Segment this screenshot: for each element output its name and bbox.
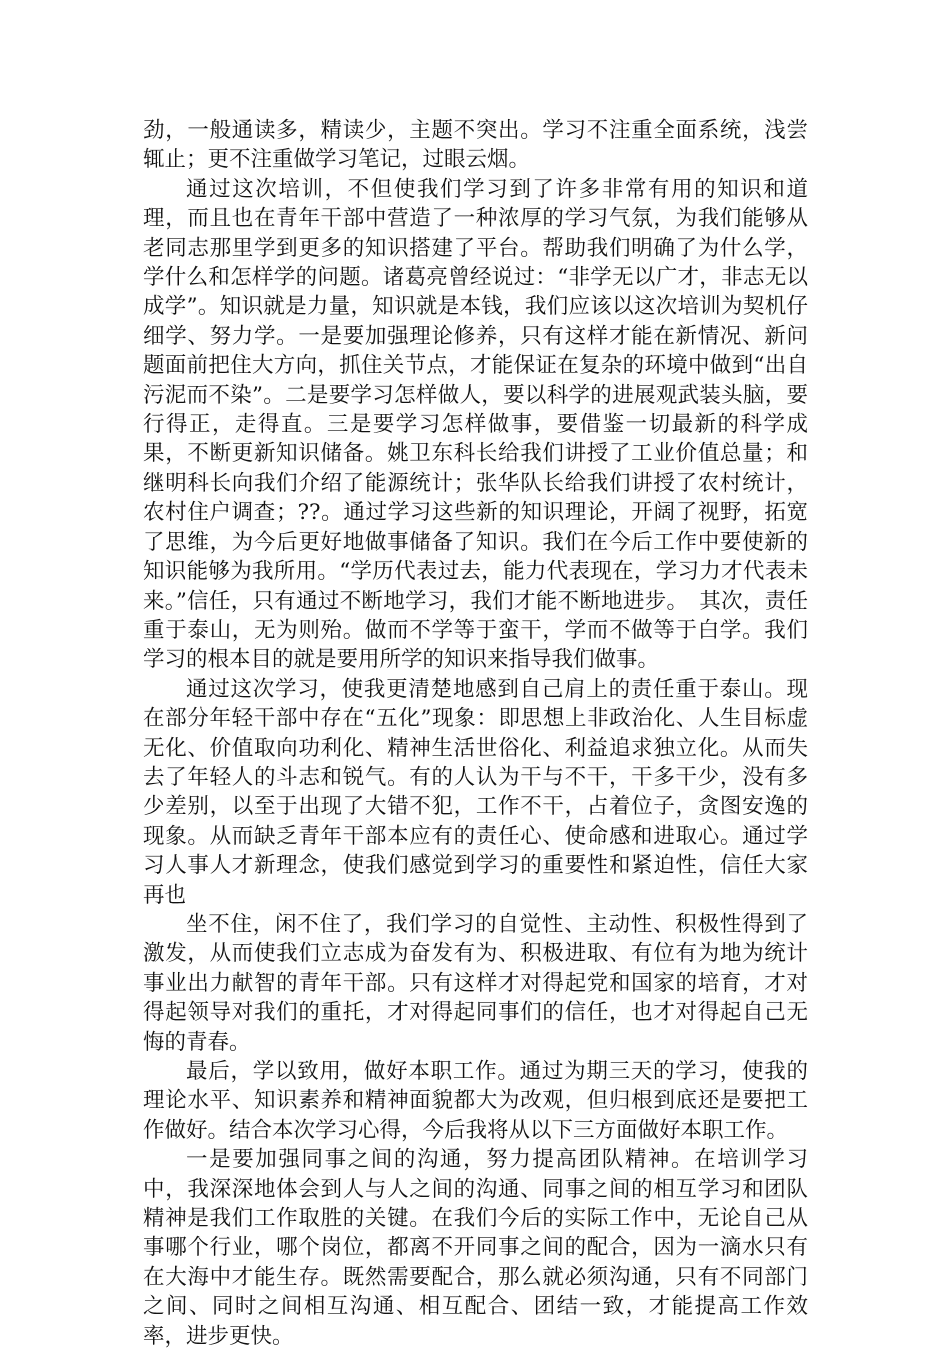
paragraph-1: 劲，一般通读多，精读少，主题不突出。学习不注重全面系统，浅尝辄止；更不注重做学习笔记，过眼云烟。 — [143, 118, 808, 173]
paragraph-3: 通过这次学习，使我更清楚地感到自己肩上的责任重于泰山。现在部分年轻干部中存在“五化”现象：即思想上非政治化、人生目标虚无化、价值取向功利化、精神生活世俗化、利益追求独立化。从而失去了年轻人的斗志和锐气。有的人认为干与不干，干多干少，没有多少差别，以至于出现了大错不犯，工作不干，占着位子，贪图安逸的现象。从而缺乏青年干部本应有的责任心、使命感和进取心。通过学习人事人才新理念，使我们感觉到学习的重要性和紧迫性，信任大家再也 — [143, 676, 808, 908]
paragraph-5: 最后，学以致用，做好本职工作。通过为期三天的学习，使我的理论水平、知识素养和精神面貌都大为改观，但归根到底还是要把工作做好。结合本次学习心得，今后我将从以下三方面做好本职工作。 — [143, 1059, 808, 1143]
paragraph-4: 坐不住，闲不住了，我们学习的自觉性、主动性、积极性得到了激发，从而使我们立志成为奋发有为、积极进取、有位有为地为统计事业出力献智的青年干部。只有这样才对得起党和国家的培育，才对得起领导对我们的重托，才对得起同事们的信任，也才对得起自己无悔的青春。 — [143, 911, 808, 1055]
paragraph-2: 通过这次培训，不但使我们学习到了许多非常有用的知识和道理，而且也在青年干部中营造了一种浓厚的学习气氛，为我们能够从老同志那里学到更多的知识搭建了平台。帮助我们明确了为什么学，学什么和怎样学的问题。诸葛亮曾经说过：“非学无以广才，非志无以成学”。知识就是力量，知识就是本钱，我们应该以这次培训为契机仔细学、努力学。一是要加强理论修养，只有这样才能在新情况、新问题面前把住大方向，抓住关节点，才能保证在复杂的环境中做到“出自污泥而不染”。二是要学习怎样做人，要以科学的进展观武装头脑，要行得正，走得直。三是要学习怎样做事，要借鉴一切最新的科学成果，不断更新知识储备。姚卫东科长给我们讲授了工业价值总量；和继明科长向我们介绍了能源统计；张华队长给我们讲授了农村统计，农村住户调查；??。通过学习这些新的知识理论，开阔了视野，拓宽了思维，为今后更好地做事储备了知识。我们在今后工作中要使新的知识能够为我所用。“学历代表过去，能力代表现在，学习力才代表未来。”信任，只有通过不断地学习，我们才能不断地进步。 其次，责任重于泰山，无为则殆。做而不学等于蛮干，学而不做等于白学。我们学习的根本目的就是要用所学的知识来指导我们做事。 — [143, 176, 808, 673]
body-text — [143, 116, 808, 1351]
paragraph-6: 一是要加强同事之间的沟通，努力提高团队精神。在培训学习中，我深深地体会到人与人之间的沟通、同事之间的相互学习和团队精神是我们工作取胜的关键。在我们今后的实际工作中，无论自己从事哪个行业，哪个岗位，都离不开同事之间的配合，因为一滴水只有在大海中才能生存。既然需要配合，那么就必须沟通，只有不同部门之间、同时之间相互沟通、相互配合、团结一致，才能提高工作效率，进步更快。 — [143, 1147, 808, 1349]
